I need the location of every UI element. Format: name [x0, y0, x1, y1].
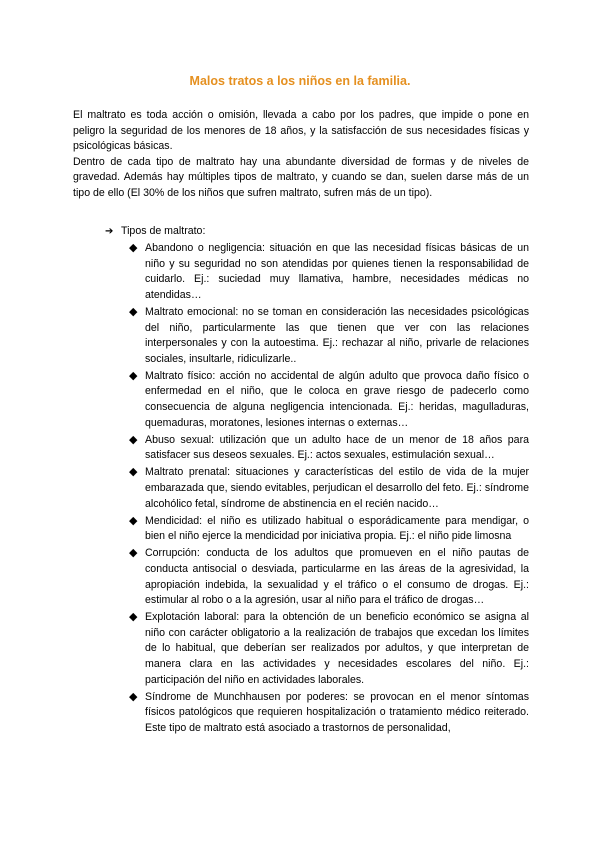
intro-text [73, 108, 529, 202]
types-list [105, 241, 529, 736]
list-item [129, 305, 529, 367]
diamond-bullet-icon: ◆ [129, 242, 138, 255]
intro-paragraph: Dentro de cada tipo de maltrato hay una abundante diversidad de formas y de niveles de gravedad. Además hay múltiples tipos de maltrato, y cuando se dan, suelen darse más de un tipo de ello (El 30% de los niños que sufren maltrato, sufren más de un tipo). [73, 155, 529, 199]
diamond-bullet-icon: ◆ [129, 369, 138, 382]
list-item [129, 465, 529, 512]
section-title: Tipos de maltrato: [121, 225, 206, 237]
list-item [129, 690, 529, 737]
list-item-text: Maltrato prenatal: situaciones y características del estilo de vida de la mujer embarazada que, siendo evitables, perjudican el desarrollo del feto. Ej.: síndrome alcohólico fetal, síndrome de abstinencia en el recién nacido… [145, 466, 529, 510]
list-item-text: Maltrato físico: acción no accidental de algún adulto que provoca daño físico o enfermedad en el niño, que le coloca en grave riesgo de padecerlo como consecuencia de alguna negligencia intencionada. Ej.: heridas, magulladuras, quemaduras, moratones, lesiones internas o externas… [145, 369, 529, 429]
list-item-text: Abandono o negligencia: situación en que las necesidad físicas básicas de un niño y su seguridad no son atendidas por quienes tienen la responsabilidad de cuidarlo. Ej.: suciedad muy llamativa, hambre, necesidades médicas no atendidas… [145, 242, 529, 301]
types-section [105, 224, 535, 738]
diamond-bullet-icon: ◆ [129, 690, 138, 703]
document-title: Malos tratos a los niños en la familia. [189, 74, 411, 88]
diamond-bullet-icon: ◆ [129, 305, 138, 318]
list-item-text: Explotación laboral: para la obtención de un beneficio económico se asigna al niño con carácter obligatorio a la realización de trabajos que excedan los límites de lo habitual, que deberían ser realizados por adultos, y que interpretan de manera clara en las actividades y necesidades escolares del niño. Ej.: participación del niño en actividades laborales. [145, 611, 529, 686]
list-item [129, 514, 529, 545]
intro-paragraph: El maltrato es toda acción o omisión, llevada a cabo por los padres, que impide o pone en peligro la seguridad de los menores de 18 años, y la satisfacción de sus necesidades físicas y psicológicas básicas. [73, 109, 529, 153]
diamond-bullet-icon: ◆ [129, 466, 138, 479]
list-item [129, 369, 529, 431]
list-item [129, 433, 529, 464]
section-heading [105, 224, 535, 240]
arrow-right-icon: ➔ [105, 226, 114, 237]
diamond-bullet-icon: ◆ [129, 611, 138, 624]
list-item [129, 241, 529, 303]
list-item-text: Mendicidad: el niño es utilizado habitual o esporádicamente para mendigar, o bien el niño ejerce la mendicidad por iniciativa propia. Ej.: el niño pide limosna [145, 514, 529, 543]
list-item-text: Abuso sexual: utilización que un adulto hace de un menor de 18 años para satisfacer sus deseos sexuales. Ej.: actos sexuales, estimulación sexual… [145, 433, 529, 462]
list-item [129, 610, 529, 688]
diamond-bullet-icon: ◆ [129, 514, 138, 527]
list-item-text: Síndrome de Munchhausen por poderes: se provocan en el menor síntomas físicos patológicos que requieren hospitalización o tratamiento médico reiterado. Este tipo de maltrato está asociado a trastornos de personalidad, [145, 690, 529, 734]
diamond-bullet-icon: ◆ [129, 547, 138, 560]
list-item-text: Corrupción: conducta de los adultos que promueven en el niño pautas de conducta antisocial o desviada, particularme en las áreas de la agresividad, la apropiación indebida, la sexualidad y el tráfico o el consumo de drogas. Ej.: estimular al robo o a la agresión, usar al niño para el tráfico de drogas… [145, 547, 529, 607]
list-item-text: Maltrato emocional: no se toman en consideración las necesidades psicológicas del niño, particularmente las que tienen que ver con las relaciones interpersonales y con la autoestima. Ej.: rechazar al niño, privarle de relaciones sociales, insultarle, ridiculizarle.. [145, 305, 529, 365]
diamond-bullet-icon: ◆ [129, 433, 138, 446]
list-item [129, 546, 529, 608]
